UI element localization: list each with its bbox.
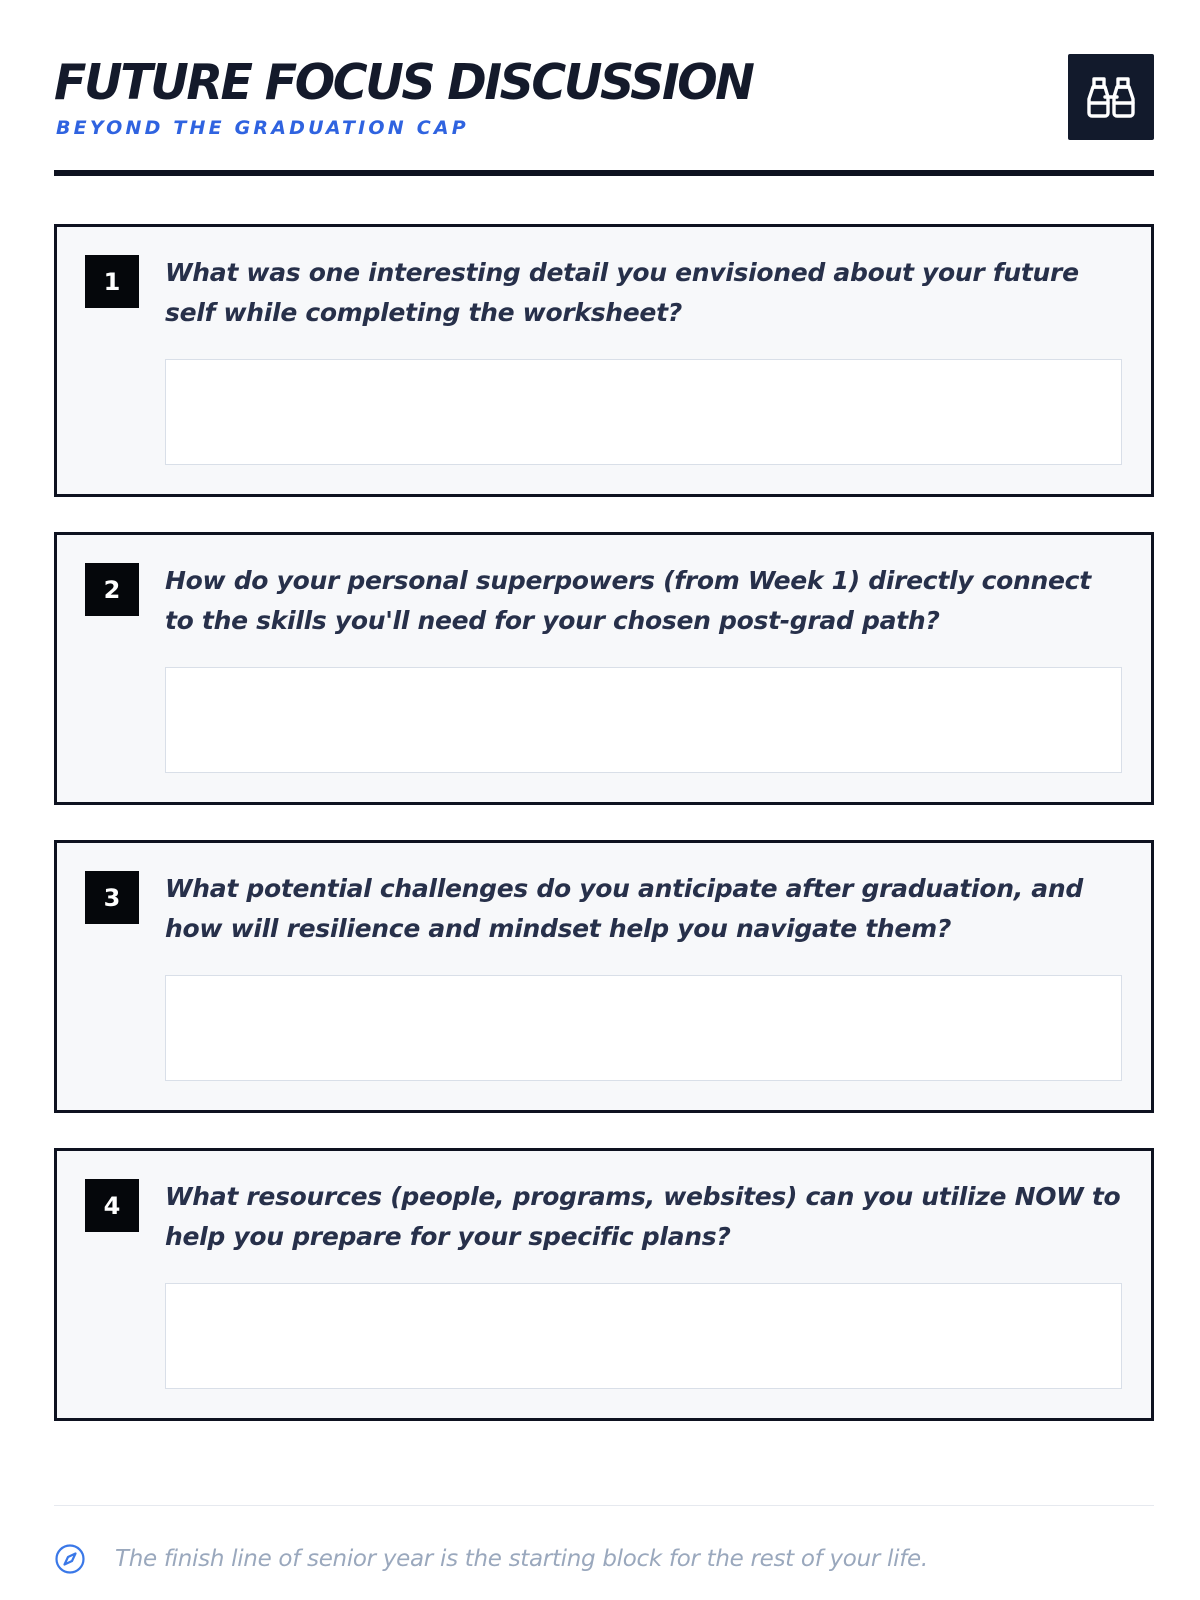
- question-number-badge: 1: [85, 255, 139, 308]
- footer-quote: The finish line of senior year is the starting block for the rest of your life.: [115, 1546, 928, 1572]
- question-number-badge: 3: [85, 871, 139, 924]
- answer-field-2[interactable]: [165, 667, 1122, 773]
- page-title: FUTURE FOCUS DISCUSSION: [54, 54, 753, 111]
- question-card-3: [54, 840, 1154, 1113]
- question-text: What potential challenges do you anticipate after graduation, and how will resilience and mindset help you navigate them?: [165, 874, 1083, 943]
- worksheet-page: [54, 52, 1154, 1572]
- page-subtitle: BEYOND THE GRADUATION CAP: [56, 117, 469, 139]
- question-number-badge: 2: [85, 563, 139, 616]
- question-text: What resources (people, programs, websites) can you utilize NOW to help you prepare for your specific plans?: [165, 1182, 1121, 1251]
- question-card-4: [54, 1148, 1154, 1421]
- question-card-2: [54, 532, 1154, 805]
- compass-icon: [54, 1543, 86, 1575]
- binoculars-icon: [1086, 75, 1136, 119]
- question-text: What was one interesting detail you envisioned about your future self while completing the worksheet?: [165, 258, 1079, 327]
- answer-field-4[interactable]: [165, 1283, 1122, 1389]
- footer-divider: [54, 1505, 1154, 1506]
- question-text: How do your personal superpowers (from Week 1) directly connect to the skills you'll need for your chosen post-grad path?: [165, 566, 1091, 635]
- page-header: [54, 52, 1154, 176]
- question-card-1: [54, 224, 1154, 497]
- answer-field-1[interactable]: [165, 359, 1122, 465]
- answer-field-3[interactable]: [165, 975, 1122, 1081]
- question-number-badge: 4: [85, 1179, 139, 1232]
- page-footer: [54, 1540, 1154, 1582]
- binoculars-logo: [1068, 54, 1154, 140]
